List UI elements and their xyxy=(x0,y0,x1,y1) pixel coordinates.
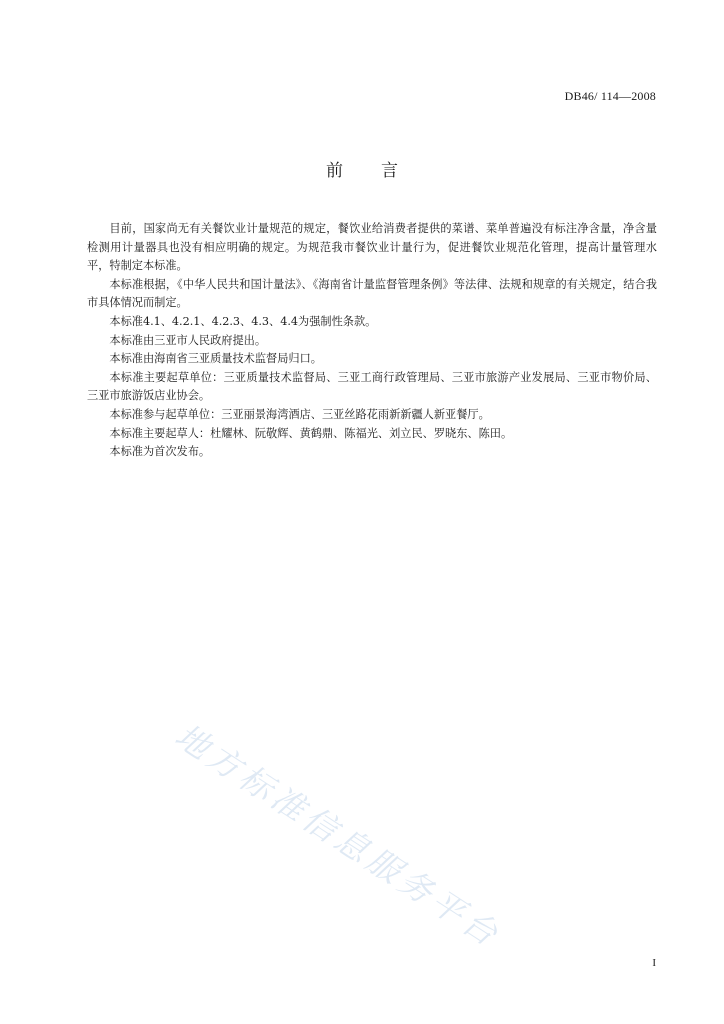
paragraph: 本标准为首次发布。 xyxy=(109,445,211,459)
paragraph: 本标准由三亚市人民政府提出。 xyxy=(109,333,267,347)
page-number: I xyxy=(652,957,656,969)
document-code: DB46/ 114—2008 xyxy=(564,89,656,103)
paragraph: 本标准主要起草单位：三亚质量技术监督局、三亚工商行政管理局、三亚市旅游产业发展局、三亚市物价局、三亚市旅游饭店业协会。 xyxy=(87,370,657,403)
title-char-2: 言 xyxy=(381,161,398,181)
paragraph: 本标准主要起草人：杜耀林、阮敬辉、黄鹤鼎、陈福光、刘立民、罗晓东、陈田。 xyxy=(109,426,513,440)
paragraph: 本标准4.1、4.2.1、4.2.3、4.3、4.4为强制性条款。 xyxy=(109,314,377,328)
paragraph: 本标准参与起草单位：三亚丽景海湾酒店、三亚丝路花雨新新疆人新亚餐厅。 xyxy=(109,407,490,421)
paragraph: 本标准根据，《中华人民共和国计量法》、《海南省计量监督管理条例》等法律、法规和规章的有关规定，结合我市具体情况而制定。 xyxy=(87,277,657,310)
page-title xyxy=(0,156,724,181)
paragraph: 目前，国家尚无有关餐饮业计量规范的规定，餐饮业给消费者提供的菜谱、菜单普遍没有标注净含量，净含量检测用计量器具也没有相应明确的规定。为规范我市餐饮业计量行为，促进餐饮业规范化管理，提高计量管理水平，特制定本标准。 xyxy=(87,222,657,273)
watermark: 地方标准信息服务平台 xyxy=(168,715,509,956)
title-char-1: 前 xyxy=(326,161,343,181)
foreword-body xyxy=(87,220,657,462)
paragraph: 本标准由海南省三亚质量技术监督局归口。 xyxy=(109,352,322,366)
